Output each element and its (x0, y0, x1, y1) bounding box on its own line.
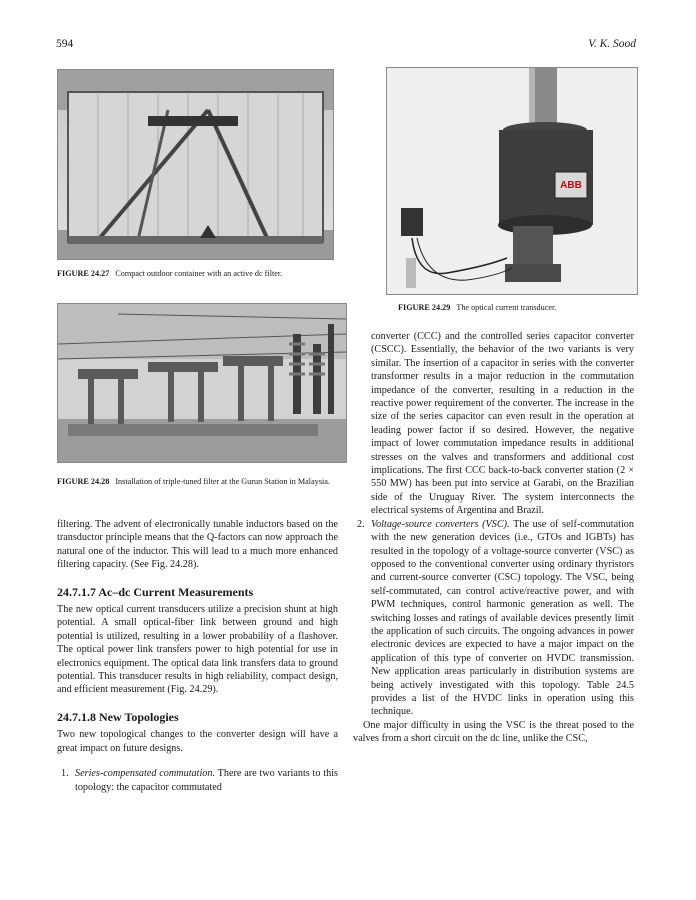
list-item-text: The use of self-commutation with the new generation devices (i.e., GTOs and IGBTs) has resulted in the topology of a voltage-source converter (VSC) as opposed to the conventional converter using ordinary thyristors and current-source converter (CSC) topology. The VSC, being self-commutated, can control active/reactive power, and with PWM techniques, control harmonic generation as well. The switching losses and ratings of available devices presently limit the application of such circuits. The ongoing advances in power electronic devices are expected to have a major impact on the application of this type of converter on HVDC transmission. New application areas particularly in distribution systems are being actively investigated with this topology. Table 24.5 provides a list of the HVDC links in operation using this technique. (371, 518, 634, 718)
caption-text: Installation of triple-tuned filter at the Gurun Station in Malaysia. (115, 477, 330, 486)
figure-label: FIGURE 24.28 (57, 477, 110, 486)
list-item-number: 1. (61, 768, 69, 780)
list-item-title: Series-compensated commutation. (75, 768, 216, 780)
left-column (57, 518, 338, 794)
list-item (353, 518, 634, 719)
paragraph-measurements: The new optical current transducers utilize a precision shunt at high potential. A small optical-fiber link between ground and high potential is utilized, resulting in a lower probability of a flashover. The optical power link transfers power to high potential for use in electronics equipment. The optical data link transfers data to ground potential. This transducer results in high reliability, compact design, and efficient measurement (Fig. 24.29). (57, 604, 338, 696)
running-author: V. K. Sood (588, 38, 636, 50)
section-heading-new-topologies: 24.7.1.8 New Topologies (57, 709, 179, 724)
paragraph-ccc-continuation: converter (CCC) and the controlled series capacitor converter (CSCC). Essentially, the behavior of the two variants is very similar. The insertion of a capacitor in series with the converter transformer results in a major reduction in the commutation impedance of the converter, resulting in a reduction in the reactive power requirement of the converter. The increase in the size of the series capacitor can even result in the operation at leading power factor if so desired. However, the negative impact of lower commutation impedance results in additional stresses on the valves and transformers and additional cost implications. The first CCC back-to-back converter station (2 × 550 MW) has been put into service at Garabi, on the Brazilian side of the Uruguay River. The system interconnects the electrical systems of Argentina and Brazil. (371, 331, 634, 517)
paragraph-vsc-difficulty: One major difficulty in using the VSC is the threat posed to the valves from a short circuit on the dc line, unlike the CSC, (353, 719, 634, 745)
right-column (353, 330, 634, 746)
list-item-title: Voltage-source converters (VSC). (371, 518, 510, 530)
figure-24-28-caption (57, 476, 347, 487)
list-item (57, 767, 338, 794)
figure-24-29-photo (386, 67, 638, 295)
caption-text: The optical current transducer. (456, 303, 557, 312)
figure-24-27-caption (57, 268, 347, 279)
figure-label: FIGURE 24.29 (398, 303, 451, 312)
paragraph-topologies-intro: Two new topological changes to the converter design will have a great impact on future designs. (57, 729, 338, 754)
list-item-number: 2. (357, 518, 365, 530)
figure-24-27-photo (57, 69, 334, 260)
topology-list (57, 767, 338, 794)
abb-logo: ABB (560, 180, 582, 191)
list-item-text: There are two variants to this topology: the capacitor commutated (75, 768, 338, 793)
paragraph-filtering: filtering. The advent of electronically tunable inductors based on the transductor principle means that the Q-factors can now approach the natural one of the inductor. This will lead to a much more enhanced filtering capacity. (See Fig. 24.28). (57, 519, 338, 571)
topology-list-continued (353, 518, 634, 719)
caption-text: Compact outdoor container with an active dc filter. (115, 269, 283, 278)
figure-24-29-caption (398, 302, 638, 313)
section-heading-ac-dc: 24.7.1.7 Ac–dc Current Measurements (57, 584, 254, 599)
figure-24-28-photo (57, 303, 347, 463)
page-number: 594 (56, 38, 74, 50)
figure-label: FIGURE 24.27 (57, 269, 110, 278)
